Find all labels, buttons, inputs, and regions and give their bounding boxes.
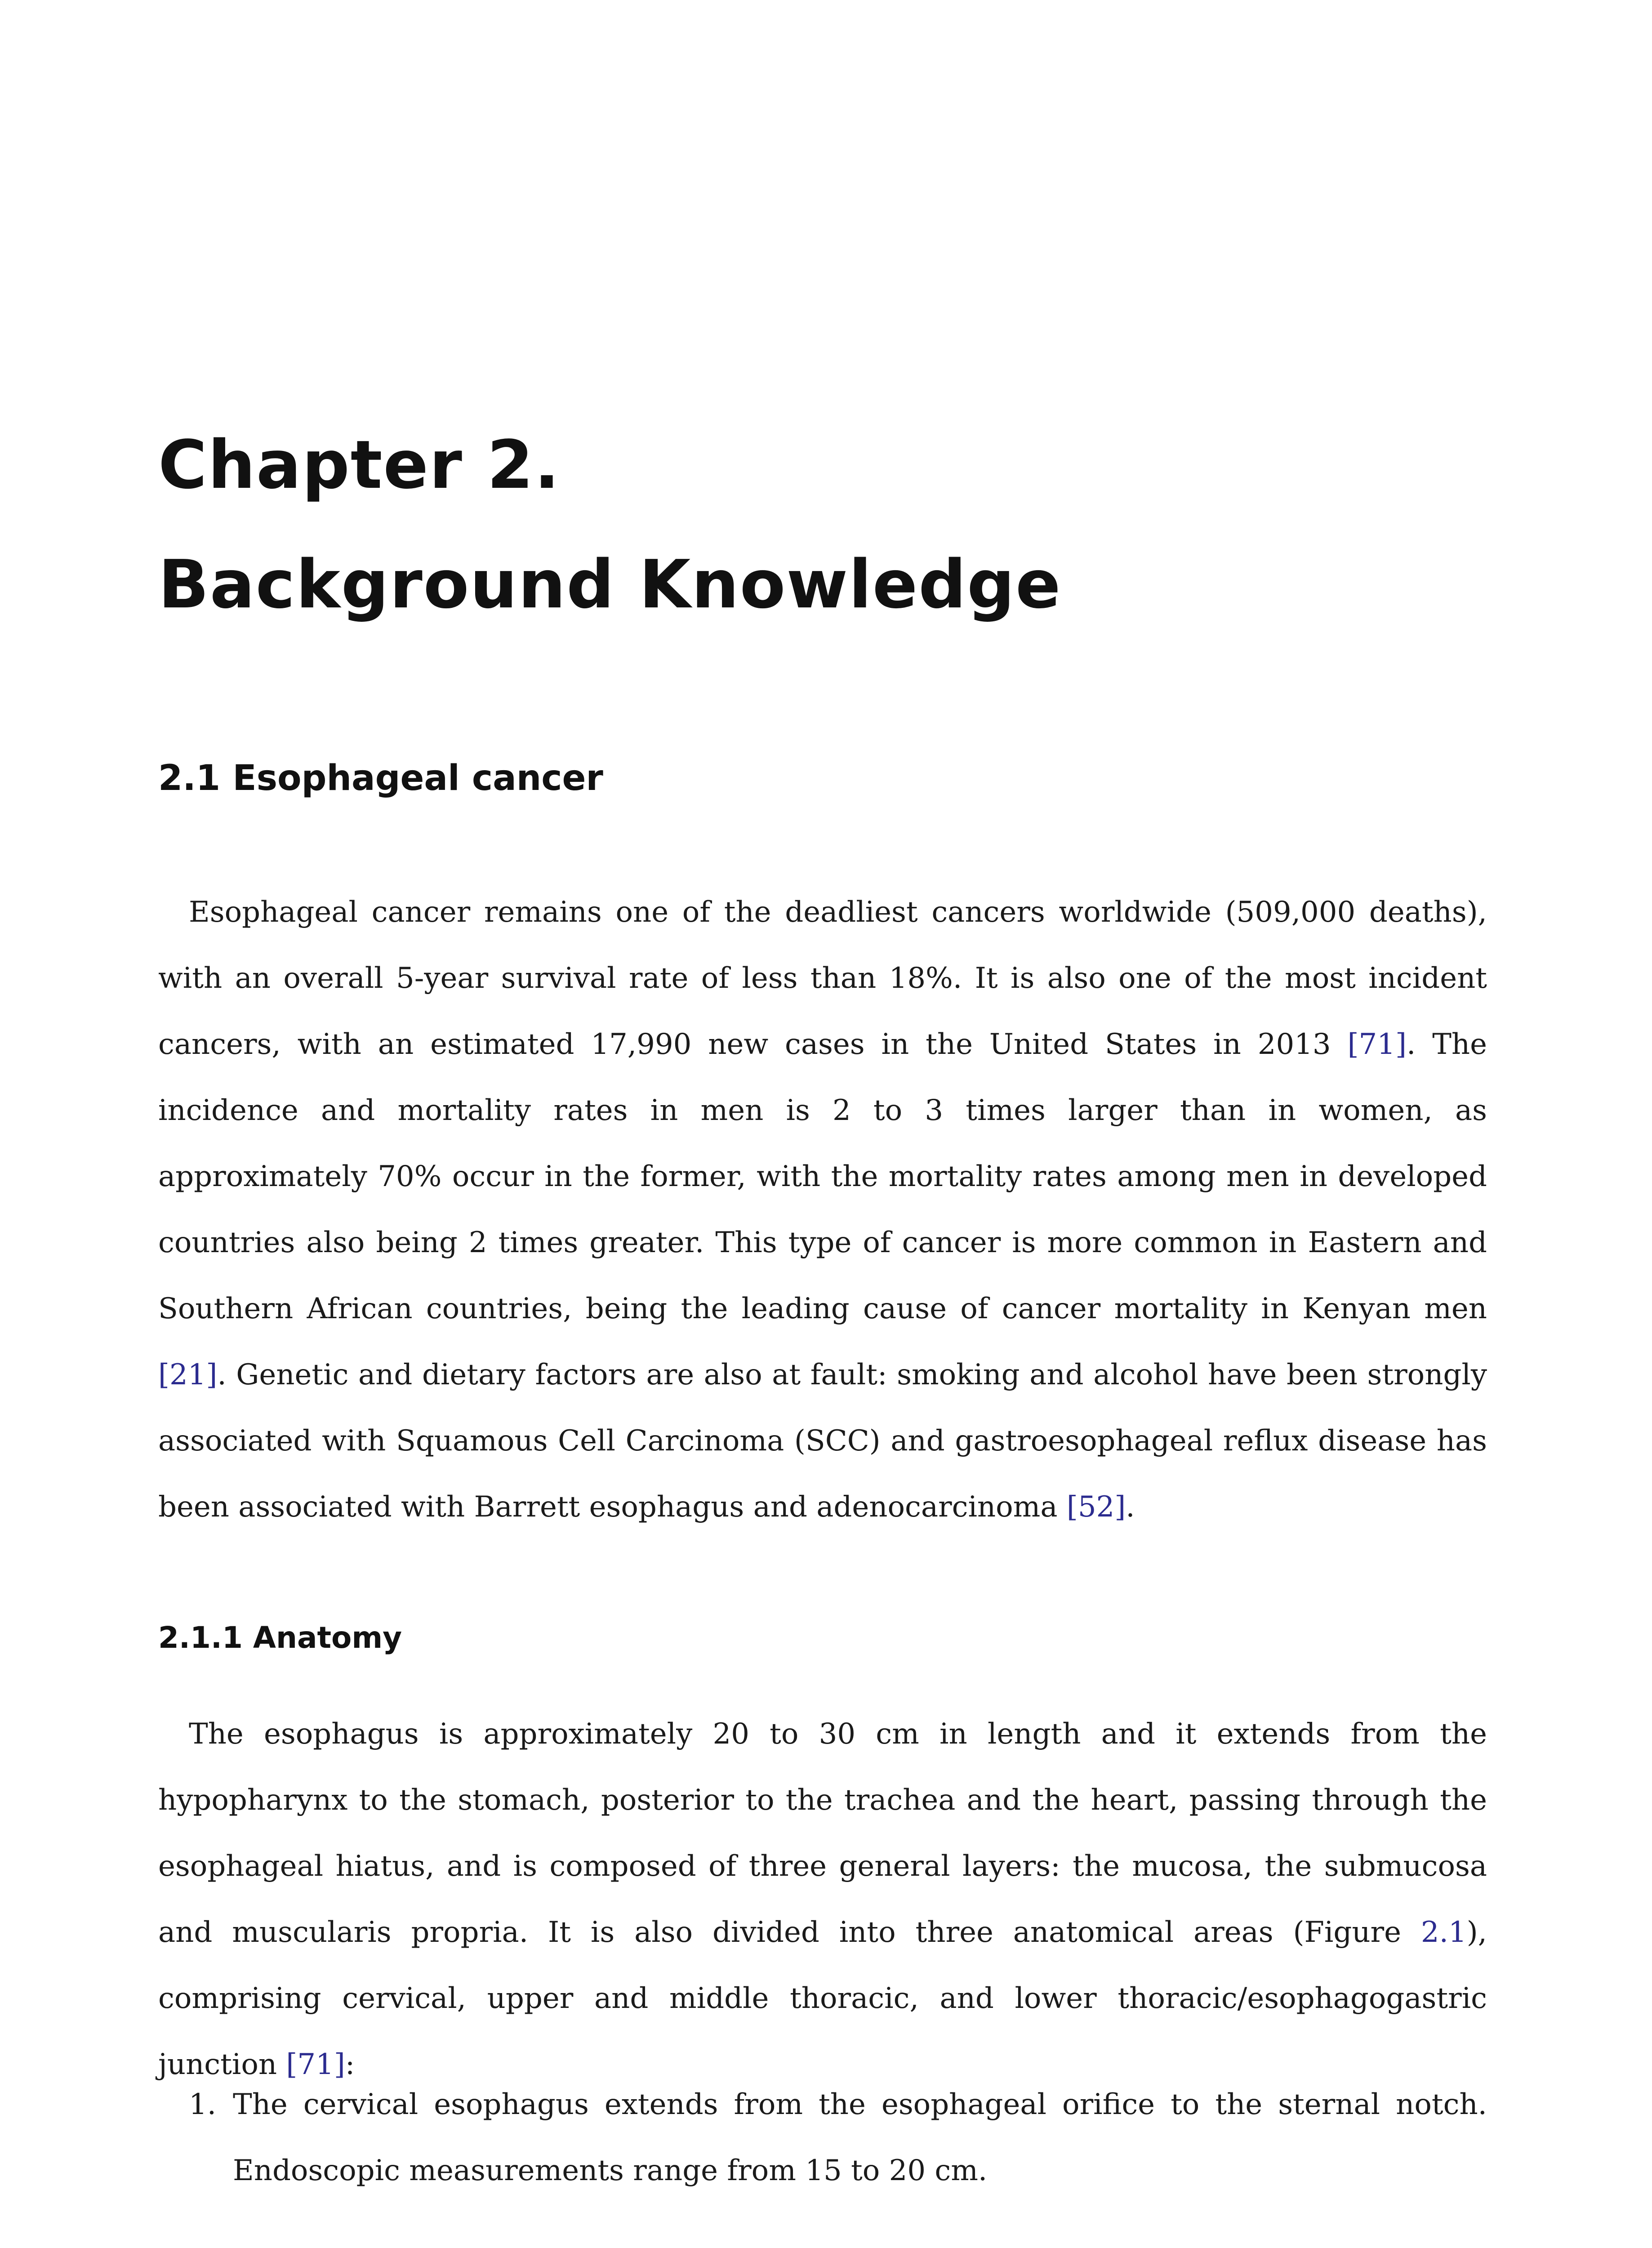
list-item-number: 1. bbox=[189, 2088, 217, 2121]
paragraph-text: . Genetic and dietary factors are also at fault: smoking and alcohol have been strongly associated with Squamous Cell Carcinoma (SCC) and gastroesophageal reflux disease has been associated with Barrett esophagus and adenocarcinoma bbox=[158, 1358, 1487, 1524]
paragraph-text: Esophageal cancer remains one of the deadliest cancers worldwide (509,000 deaths), with an overall 5-year survival rate of less than 18%. It is also one of the most incident cancers, with an estimated 17,990 new cases in the United States in 2013 bbox=[158, 896, 1487, 1061]
subsection-heading: 2.1.1 Anatomy bbox=[158, 1620, 402, 1655]
paragraph-text: ), comprising cervical, upper and middle thoracic, and lower thoracic/esophagogastric junction bbox=[158, 1916, 1487, 2081]
paragraph-text: : bbox=[345, 2048, 355, 2081]
citation-link[interactable]: [52] bbox=[1066, 1490, 1126, 1524]
citation-link[interactable]: [71] bbox=[1347, 1028, 1407, 1061]
list-item bbox=[158, 2072, 1487, 2204]
anatomy-list bbox=[158, 2072, 1487, 2204]
figure-reference-link[interactable]: 2.1 bbox=[1420, 1916, 1467, 1949]
list-item-text: The cervical esophagus extends from the esophageal orifice to the sternal notch. Endoscopic measurements range from 15 to 20 cm. bbox=[233, 2088, 1487, 2187]
paragraph-text: The esophagus is approximately 20 to 30 cm in length and it extends from the hypopharynx to the stomach, posterior to the trachea and the heart, passing through the esophageal hiatus, and is composed of three general layers: the mucosa, the submucosa and muscularis propria. It is also divided into three anatomical areas (Figure bbox=[158, 1717, 1487, 1949]
section-paragraph bbox=[158, 879, 1487, 1540]
paragraph-text: . bbox=[1126, 1490, 1135, 1524]
citation-link[interactable]: [71] bbox=[286, 2048, 345, 2081]
section-heading: 2.1 Esophageal cancer bbox=[158, 758, 603, 798]
chapter-title: Background Knowledge bbox=[158, 546, 1062, 623]
subsection-paragraph bbox=[158, 1701, 1487, 2098]
paragraph-text: . The incidence and mortality rates in men is 2 to 3 times larger than in women, as approximately 70% occur in the former, with the mortality rates among men in developed countries also being 2 times greater. This type of cancer is more common in Eastern and Southern African countries, being the leading cause of cancer mortality in Kenyan men bbox=[158, 1028, 1487, 1325]
citation-link[interactable]: [21] bbox=[158, 1358, 218, 1392]
chapter-number: Chapter 2. bbox=[158, 426, 561, 504]
